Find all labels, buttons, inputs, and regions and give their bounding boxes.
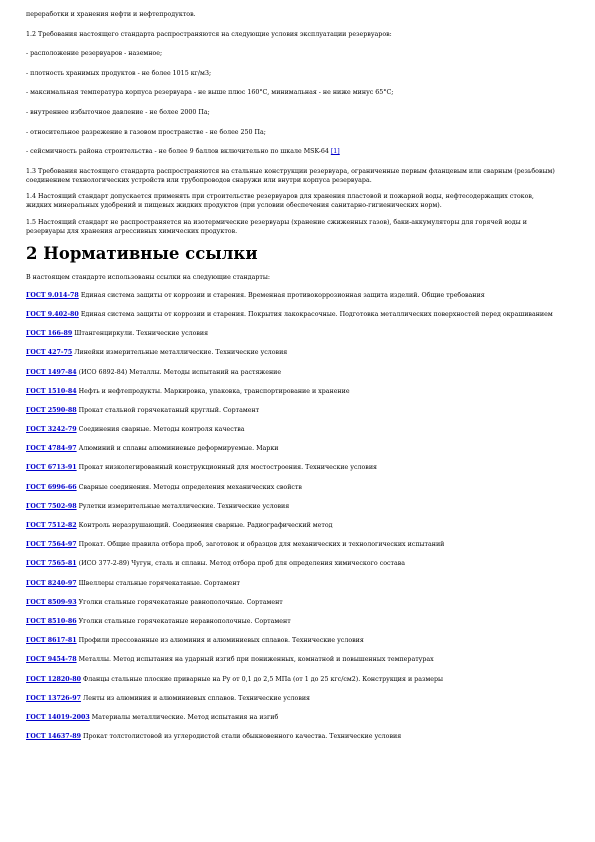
reference-item	[26, 694, 556, 703]
condition-item: - максимальная температура корпуса резервуара - не выше плюс 160°С, минимальная - не ниже минус 65°С;	[26, 89, 394, 97]
standard-title: Единая система защиты от коррозии и старения. Покрытия лакокрасочные. Подготовка металлических поверхностей перед окрашиванием	[78, 310, 553, 318]
standard-title: Прокат стальной горячекатаный круглый. Сортамент	[76, 406, 260, 414]
standard-title: Штангенциркули. Технические условия	[72, 330, 209, 338]
standard-link[interactable]: ГОСТ 14019-2003	[26, 713, 90, 721]
reference-item	[26, 636, 556, 645]
standard-link[interactable]: ГОСТ 13726-97	[26, 694, 82, 702]
standard-link[interactable]: ГОСТ 9454-78	[26, 656, 77, 664]
standard-title: Швеллеры стальные горячекатаные. Сортамент	[76, 579, 241, 587]
reference-item	[26, 559, 556, 568]
reference-item	[26, 579, 556, 588]
reference-item	[26, 675, 556, 684]
standard-title: Фланцы стальные плоские приварные на Ру от 0,1 до 2,5 МПа (от 1 до 25 кгс/см2). Конструкция и размеры	[81, 675, 444, 683]
standard-title: Контроль неразрушающий. Соединения сварные. Радиографический метод	[76, 522, 333, 529]
references-intro: В настоящем стандарте использованы ссылки на следующие стандарты:	[26, 273, 271, 281]
standard-link[interactable]: ГОСТ 8510-86	[26, 617, 77, 625]
reference-item	[26, 444, 556, 453]
intro-fragment: переработки и хранения нефти и нефтепродуктов.	[26, 11, 196, 18]
reference-item	[26, 732, 556, 741]
references-list	[26, 291, 556, 741]
standard-title: Уголки стальные горячекатаные неравнополочные. Сортамент	[76, 617, 291, 625]
standard-title: Соединения сварные. Методы контроля качества	[76, 426, 245, 434]
reference-item	[26, 502, 556, 511]
reference-item	[26, 617, 556, 626]
standard-link[interactable]: ГОСТ 427-75	[26, 349, 73, 357]
standard-link[interactable]: ГОСТ 14637-89	[26, 733, 82, 741]
paragraph-1-5: 1.5 Настоящий стандарт не распространяется на изотермические резервуары (хранение сжиженных газов), баки-аккумуляторы для горячей воды и резервуары для хранения агрессивных химических продуктов.	[26, 218, 527, 235]
reference-item	[26, 713, 556, 722]
reference-item	[26, 406, 556, 415]
standard-link[interactable]: ГОСТ 4784-97	[26, 445, 77, 453]
document-page	[26, 10, 556, 751]
standard-title: Сварные соединения. Методы определения механических свойств	[76, 483, 302, 491]
standard-title: Единая система защиты от коррозии и старения. Временная противокоррозионная защита изделий. Общие требования	[78, 291, 485, 299]
condition-item: - внутреннее избыточное давление - не более 2000 Па;	[26, 108, 210, 116]
standard-link[interactable]: ГОСТ 9.014-78	[26, 291, 79, 299]
paragraph-1-3: 1.3 Требования настоящего стандарта распространяются на стальные конструкции резервуара, ограниченные первым фланцевым или сварным (резьбовым) соединением технологических устройств или трубопроводов снаружи или внутри корпуса резервуара.	[26, 167, 555, 184]
reference-item	[26, 348, 556, 357]
standard-title: Материалы металлические. Метод испытания на изгиб	[89, 713, 279, 721]
standard-title: Металлы. Метод испытания на ударный изгиб при пониженных, комнатной и повышенных температурах	[76, 656, 434, 664]
standard-link[interactable]: ГОСТ 8240-97	[26, 579, 77, 587]
condition-item-seismic	[26, 147, 556, 156]
standard-title: Нефть и нефтепродукты. Маркировка, упаковка, транспортирование и хранение	[76, 387, 350, 395]
reference-item	[26, 329, 556, 338]
standard-link[interactable]: ГОСТ 2590-88	[26, 406, 77, 414]
standard-title: Уголки стальные горячекатаные равнополочные. Сортамент	[76, 598, 283, 606]
standard-title: Ленты из алюминия и алюминиевых сплавов. Технические условия	[81, 694, 311, 702]
reference-item	[26, 387, 556, 396]
condition-item: - расположение резервуаров - наземное;	[26, 50, 163, 58]
paragraph-1-4: 1.4 Настоящий стандарт допускается применять при строительстве резервуаров для хранения пластовой и пожарной воды, нефтесодержащих стоков, жидких минеральных удобрений и пищевых жидких продуктов (при условии обеспечения санитарно-гигиенических норм).	[26, 193, 534, 210]
standard-link[interactable]: ГОСТ 3242-79	[26, 426, 77, 434]
standard-title: Прокат. Общие правила отбора проб, заготовок и образцов для механических и технологических испытаний	[76, 541, 445, 549]
standard-link[interactable]: ГОСТ 166-89	[26, 330, 73, 338]
standard-title: Профили прессованные из алюминия и алюминиевых сплавов. Технические условия	[76, 637, 364, 645]
standard-link[interactable]: ГОСТ 6996-66	[26, 483, 77, 491]
paragraph-1-2: 1.2 Требования настоящего стандарта распространяются на следующие условия эксплуатации резервуаров:	[26, 30, 392, 38]
standard-link[interactable]: ГОСТ 7565-81	[26, 560, 77, 568]
reference-item	[26, 521, 556, 530]
standard-link[interactable]: ГОСТ 8509-93	[26, 598, 77, 606]
seismic-text: - сейсмичность района строительства - не более 9 баллов включительно по шкале MSK-64	[26, 148, 331, 156]
reference-item	[26, 310, 556, 319]
standard-title: Рулетки измерительные металлические. Технические условия	[76, 502, 290, 510]
reference-item	[26, 483, 556, 492]
section-heading: 2 Нормативные ссылки	[26, 243, 258, 263]
standard-title: Линейки измерительные металлические. Технические условия	[72, 349, 288, 357]
reference-item	[26, 655, 556, 664]
standard-link[interactable]: ГОСТ 1497-84	[26, 368, 77, 376]
condition-item: - относительное разрежение в газовом пространстве - не более 250 Па;	[26, 128, 266, 136]
standard-link[interactable]: ГОСТ 7502-98	[26, 502, 77, 510]
standard-link[interactable]: ГОСТ 1510-84	[26, 387, 77, 395]
reference-item	[26, 291, 556, 300]
standard-link[interactable]: ГОСТ 7512-82	[26, 522, 77, 529]
standard-title: Прокат толстолистовой из углеродистой стали обыкновенного качества. Технические условия	[81, 733, 402, 741]
standard-link[interactable]: ГОСТ 7564-97	[26, 541, 77, 549]
standard-title: (ИСО 377-2-89) Чугун, сталь и сплавы. Метод отбора проб для определения химического состава	[76, 560, 406, 568]
reference-item	[26, 425, 556, 434]
standard-title: (ИСО 6892-84) Металлы. Методы испытаний на растяжение	[76, 368, 282, 376]
standard-link[interactable]: ГОСТ 6713-91	[26, 464, 77, 472]
condition-item: - плотность хранимых продуктов - не более 1015 кг/м3;	[26, 69, 212, 77]
standard-link[interactable]: ГОСТ 8617-81	[26, 637, 77, 645]
reference-item	[26, 540, 556, 549]
bibliography-link[interactable]: [1]	[330, 148, 340, 156]
standard-title: Прокат низколегированный конструкционный для мостостроения. Технические условия	[76, 464, 378, 472]
reference-item	[26, 463, 556, 472]
standard-link[interactable]: ГОСТ 9.402-80	[26, 310, 79, 318]
reference-item	[26, 598, 556, 607]
standard-link[interactable]: ГОСТ 12820-80	[26, 675, 82, 683]
standard-title: Алюминий и сплавы алюминиевые деформируемые. Марки	[76, 445, 279, 453]
reference-item	[26, 368, 556, 377]
